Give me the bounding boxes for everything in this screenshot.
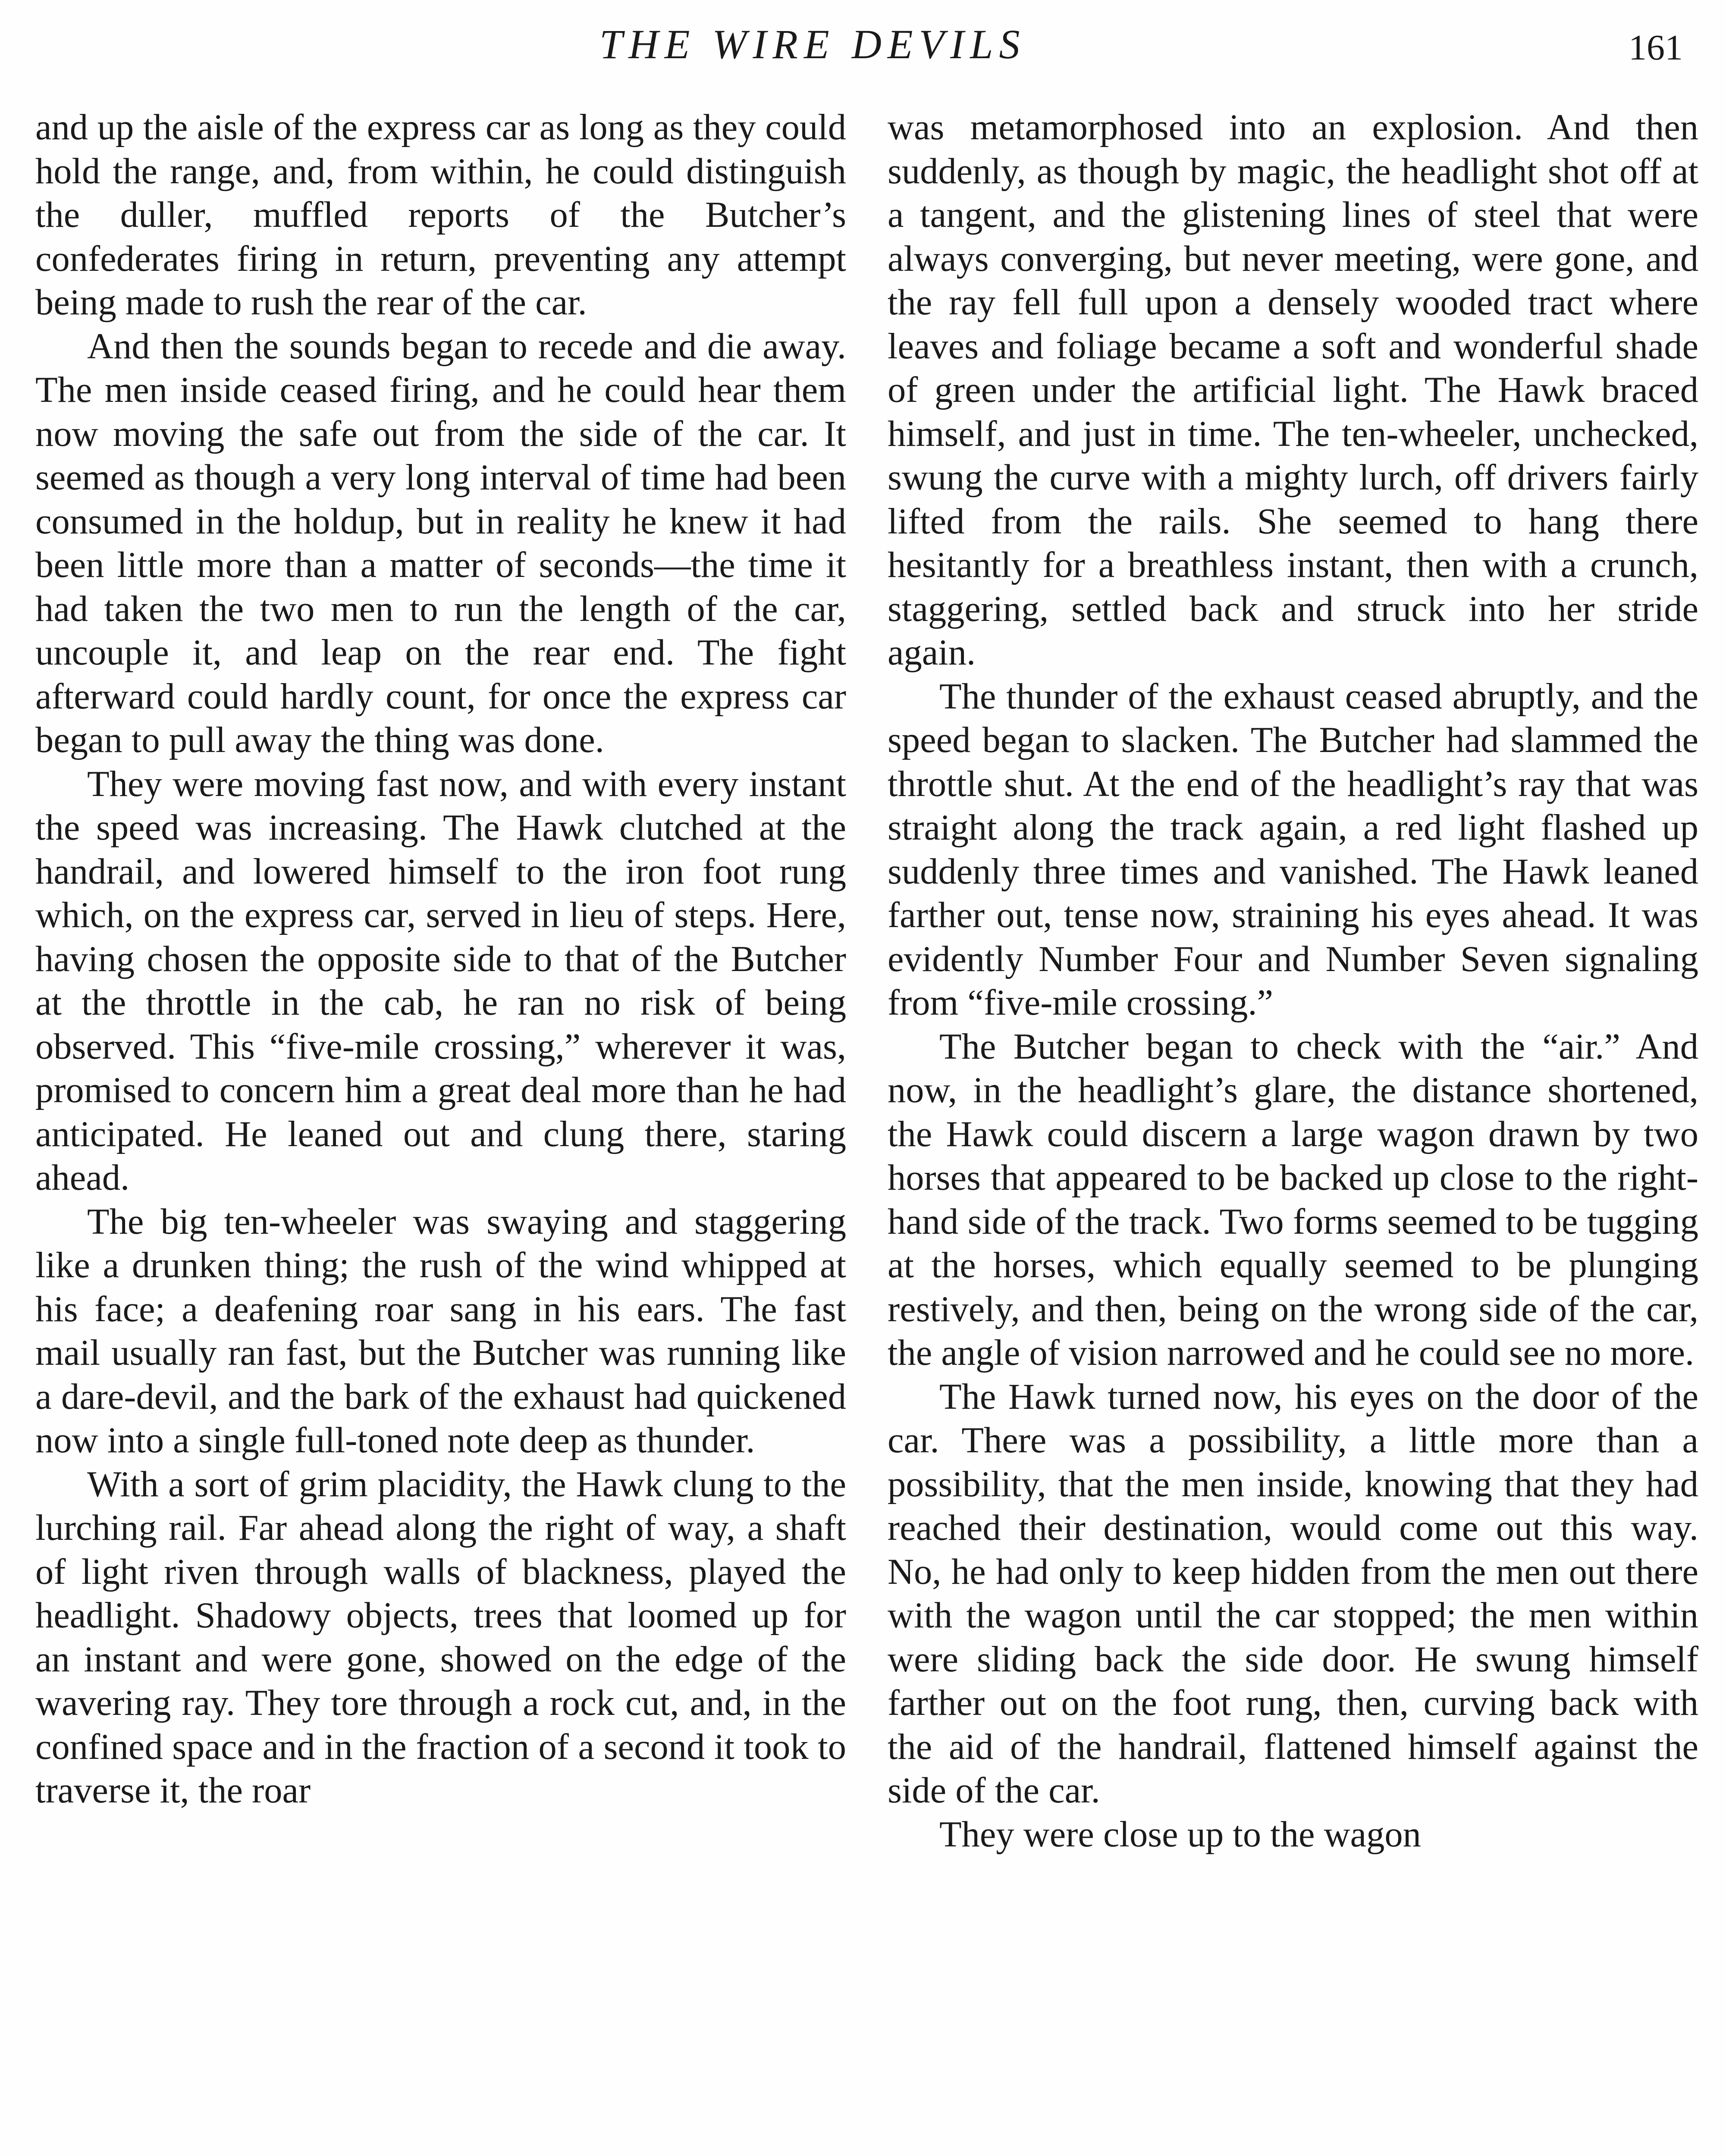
running-title: THE WIRE DEVILS	[599, 21, 1026, 67]
right-column	[888, 106, 1698, 1856]
paragraph: They were moving fast now, and with every instant the speed was increasing. The Hawk clutched at the handrail, and lowered himself to the iron foot rung which, on the express car, served in lieu of steps. Here, having chosen the opposite side to that of the Butcher at the throttle in the cab, he ran no risk of being observed. This “five-mile crossing,” wherever it was, promised to concern him a great deal more than he had anticipated. He leaned out and clung there, staring ahead.	[35, 764, 846, 1198]
paragraph: The Butcher began to check with the “air.” And now, in the headlight’s glare, the distance shortened, the Hawk could discern a large wagon drawn by two horses that appeared to be backed up close to the right-hand side of the track. Two forms seemed to be tugging at the horses, which equally seemed to be plunging restively, and then, being on the wrong side of the car, the angle of vision narrowed and he could see no more.	[888, 1026, 1698, 1373]
paragraph: was metamorphosed into an explosion. And then suddenly, as though by magic, the headlight shot off at a tangent, and the glistening lines of steel that were always converging, but never meeting, were gone, and the ray fell full upon a densely wooded tract where leaves and foliage became a soft and wonderful shade of green under the artificial light. The Hawk braced himself, and just in time. The ten-wheeler, unchecked, swung the curve with a mighty lurch, off drivers fairly lifted from the rails. She seemed to hang there hesitantly for a breathless instant, then with a crunch, staggering, settled back and struck into her stride again.	[888, 107, 1698, 673]
paragraph: And then the sounds began to recede and die away. The men inside ceased firing, and he could hear them now moving the safe out from the side of the car. It seemed as though a very long interval of time had been consumed in the holdup, but in reality he knew it had been little more than a matter of seconds—the time it had taken the two men to run the length of the car, uncouple it, and leap on the rear end. The fight afterward could hardly count, for once the express car began to pull away the thing was done.	[35, 326, 846, 760]
paragraph: With a sort of grim placidity, the Hawk clung to the lurching rail. Far ahead along the right of way, a shaft of light riven through walls of blackness, played the headlight. Shadowy objects, trees that loomed up for an instant and were gone, showed on the edge of the wavering ray. They tore through a rock cut, and, in the confined space and in the fraction of a second it took to traverse it, the roar	[35, 1464, 846, 1811]
paragraph: and up the aisle of the express car as long as they could hold the range, and, from within, he could distinguish the duller, muffled reports of the Butcher’s confederates firing in return, preventing any attempt being made to rush the rear of the car.	[35, 107, 846, 323]
paragraph: They were close up to the wagon	[939, 1814, 1421, 1855]
page-number: 161	[1629, 28, 1683, 68]
paragraph: The big ten-wheeler was swaying and staggering like a drunken thing; the rush of the wind whipped at his face; a deafening roar sang in his ears. The fast mail usually ran fast, but the Butcher was running like a dare-devil, and the bark of the exhaust had quickened now into a single full-toned note deep as thunder.	[35, 1201, 846, 1460]
running-head	[0, 16, 1726, 72]
paragraph: The thunder of the exhaust ceased abruptly, and the speed began to slacken. The Butcher had slammed the throttle shut. At the end of the headlight’s ray that was straight along the track again, a red light flashed up suddenly three times and vanished. The Hawk leaned farther out, tense now, straining his eyes ahead. It was evidently Number Four and Number Seven signaling from “five-mile crossing.”	[888, 676, 1698, 1023]
paragraph: The Hawk turned now, his eyes on the door of the car. There was a possibility, a little more than a possibility, that the men inside, knowing that they had reached their destination, would come out this way. No, he had only to keep hidden from the men out there with the wagon until the car stopped; the men within were sliding back the side door. He swung himself farther out on the foot rung, then, curving back with the aid of the handrail, flattened himself against the side of the car.	[888, 1376, 1698, 1811]
left-column	[35, 106, 846, 1813]
